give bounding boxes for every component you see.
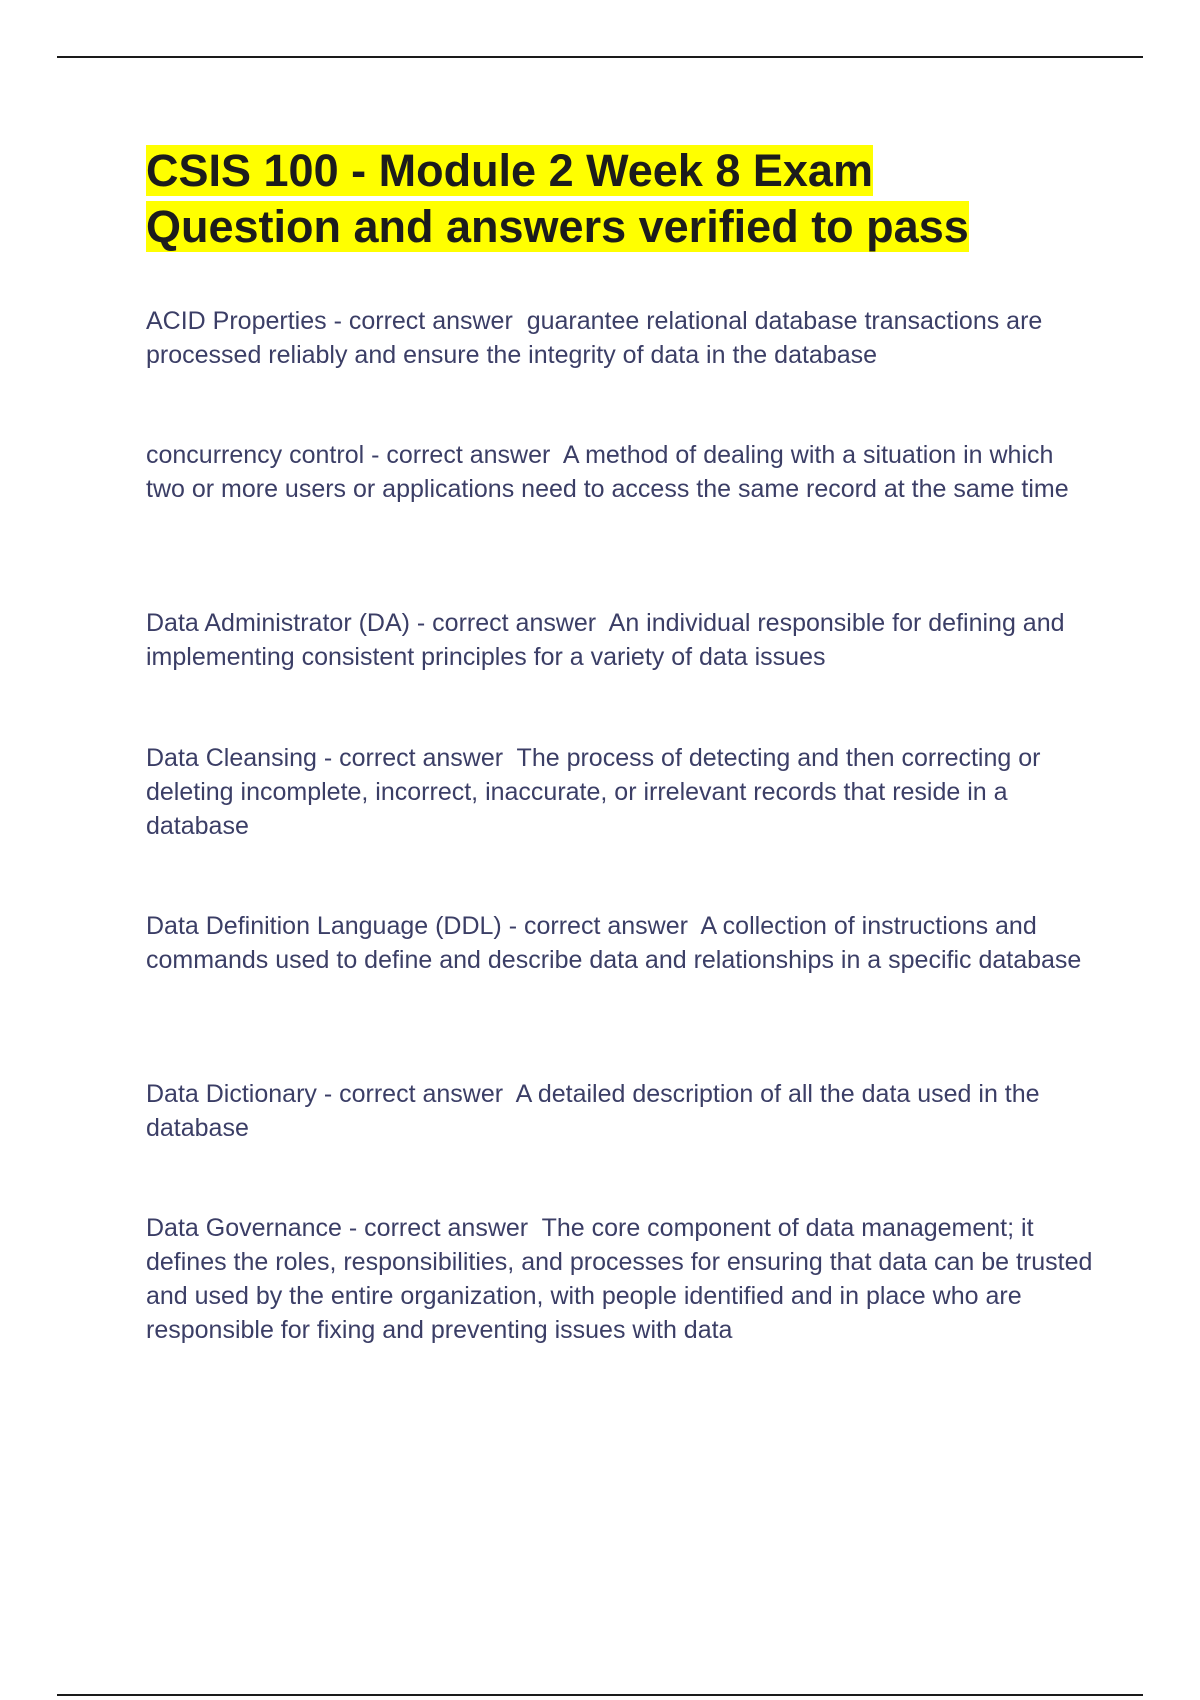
entry-separator: - correct answer	[341, 1214, 542, 1242]
entry-definition: The core component of data management; it defines the roles, responsibilities, and processes for ensuring that data can be trusted and used by the entire organization, with people identified and in place who are responsible for fixing and preventing issues with data	[146, 1214, 1093, 1344]
title-line-1: CSIS 100 - Module 2 Week 8 Exam	[146, 145, 873, 196]
entry-term: Data Administrator (DA)	[146, 609, 410, 637]
entry-definition: guarantee relational database transactions are processed reliably and ensure the integrity of data in the database	[146, 307, 1043, 369]
entry-definition: A collection of instructions and commands used to define and describe data and relationships in a specific database	[146, 912, 1082, 974]
entry-term: Data Governance	[146, 1214, 342, 1242]
qa-entry	[146, 606, 1096, 674]
entry-separator: - correct answer	[409, 609, 609, 637]
qa-entry	[146, 741, 1096, 843]
footer-rule	[57, 1694, 1143, 1696]
entry-separator: - correct answer	[364, 441, 563, 469]
document-body	[146, 143, 1096, 1344]
qa-entry	[146, 1077, 1096, 1145]
entry-term: Data Dictionary	[146, 1080, 317, 1108]
entry-separator: - correct answer	[326, 307, 527, 335]
entry-term: Data Cleansing	[146, 744, 317, 772]
entry-term: concurrency control	[146, 441, 365, 469]
document-title	[146, 143, 1096, 255]
entry-term: Data Definition Language (DDL)	[146, 912, 502, 940]
entry-separator: - correct answer	[316, 1080, 516, 1108]
entry-definition: A method of dealing with a situation in which two or more users or applications need to access the same record at the same time	[146, 441, 1069, 503]
title-line-2: Question and answers verified to pass	[146, 201, 969, 252]
entry-definition: A detailed description of all the data used in the database	[146, 1080, 1040, 1142]
entry-separator: - correct answer	[316, 744, 517, 772]
entry-definition: An individual responsible for defining and implementing consistent principles for a variety of data issues	[146, 609, 1065, 671]
entry-separator: - correct answer	[501, 912, 701, 940]
qa-entry	[146, 909, 1096, 977]
qa-entry	[146, 1211, 1096, 1347]
entry-term: ACID Properties	[146, 307, 327, 335]
qa-entry	[146, 438, 1096, 506]
header-rule	[57, 56, 1143, 58]
qa-entry	[146, 304, 1096, 372]
entry-definition: The process of detecting and then correcting or deleting incomplete, incorrect, inaccurate, or irrelevant records that reside in a database	[146, 744, 1041, 840]
